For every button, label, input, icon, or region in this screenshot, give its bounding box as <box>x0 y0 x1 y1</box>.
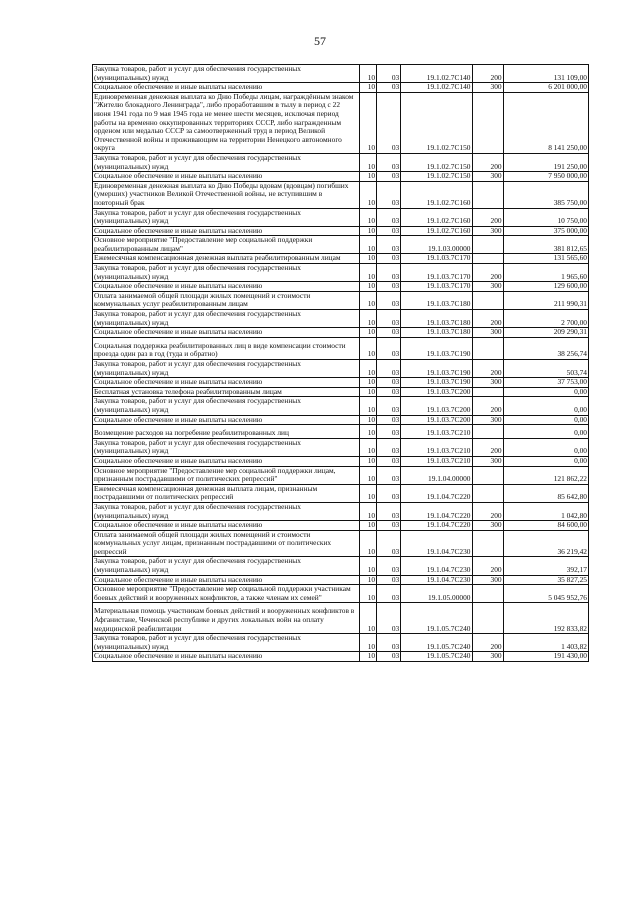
amount-cell: 191 430,00 <box>503 652 588 662</box>
table-row <box>93 92 589 153</box>
table-row <box>93 466 589 484</box>
table-row <box>93 378 589 388</box>
section-code-cell: 10 <box>360 282 377 292</box>
amount-cell: 209 290,31 <box>503 328 588 338</box>
amount-cell: 129 600,00 <box>503 282 588 292</box>
row-name-cell: Социальное обеспечение и иные выплаты населению <box>93 378 360 388</box>
table-row <box>93 282 589 292</box>
target-article-cell: 19.1.05.7С240 <box>401 652 472 662</box>
row-name-cell: Бесплатная установка телефона реабилитированным лицам <box>93 387 360 397</box>
expense-type-cell <box>472 530 503 557</box>
table-row <box>93 425 589 439</box>
subsection-code-cell: 03 <box>377 172 401 182</box>
table-row <box>93 530 589 557</box>
amount-cell: 191 250,00 <box>503 153 588 171</box>
amount-cell: 10 750,00 <box>503 208 588 226</box>
page-number: 57 <box>314 34 326 48</box>
table-row <box>93 634 589 652</box>
subsection-code-cell: 03 <box>377 557 401 575</box>
row-name-cell: Закупка товаров, работ и услуг для обеспечения государственных (муниципальных) нужд <box>93 264 360 282</box>
section-code-cell: 10 <box>360 181 377 208</box>
section-code-cell: 10 <box>360 466 377 484</box>
table-row <box>93 65 589 83</box>
expense-type-cell: 200 <box>472 438 503 456</box>
expense-type-cell: 200 <box>472 264 503 282</box>
section-code-cell: 10 <box>360 208 377 226</box>
amount-cell: 375 000,00 <box>503 226 588 236</box>
row-name-cell: Основное мероприятие "Предоставление мер социальной поддержки реабилитированным лицам" <box>93 236 360 254</box>
table-row <box>93 181 589 208</box>
target-article-cell: 19.1.02.7С150 <box>401 172 472 182</box>
section-code-cell: 10 <box>360 291 377 309</box>
table-row <box>93 585 589 603</box>
expense-type-cell <box>472 603 503 634</box>
subsection-code-cell: 03 <box>377 226 401 236</box>
table-row <box>93 603 589 634</box>
subsection-code-cell: 03 <box>377 530 401 557</box>
amount-cell: 6 201 000,00 <box>503 83 588 93</box>
section-code-cell: 10 <box>360 521 377 531</box>
target-article-cell: 19.1.02.7С150 <box>401 153 472 171</box>
expense-type-cell <box>472 466 503 484</box>
section-code-cell: 10 <box>360 328 377 338</box>
expense-type-cell: 300 <box>472 282 503 292</box>
target-article-cell: 19.1.03.7С170 <box>401 264 472 282</box>
row-name-cell: Оплата занимаемой общей площади жилых помещений и стоимости коммунальных услуг лицам, признанным пострадавшими от политических репрессий <box>93 530 360 557</box>
amount-cell: 131 565,60 <box>503 254 588 264</box>
amount-cell: 35 827,25 <box>503 575 588 585</box>
amount-cell: 0,00 <box>503 415 588 425</box>
subsection-code-cell: 03 <box>377 282 401 292</box>
row-name-cell: Закупка товаров, работ и услуг для обеспечения государственных (муниципальных) нужд <box>93 438 360 456</box>
row-name-cell: Социальное обеспечение и иные выплаты населению <box>93 226 360 236</box>
amount-cell: 5 045 952,76 <box>503 585 588 603</box>
section-code-cell: 10 <box>360 236 377 254</box>
amount-cell: 0,00 <box>503 438 588 456</box>
target-article-cell: 19.1.03.7С210 <box>401 425 472 439</box>
row-name-cell: Закупка товаров, работ и услуг для обеспечения государственных (муниципальных) нужд <box>93 153 360 171</box>
section-code-cell: 10 <box>360 530 377 557</box>
target-article-cell: 19.1.03.7С190 <box>401 337 472 359</box>
amount-cell: 84 600,00 <box>503 521 588 531</box>
table-row <box>93 254 589 264</box>
target-article-cell: 19.1.02.7С140 <box>401 83 472 93</box>
section-code-cell: 10 <box>360 65 377 83</box>
expense-type-cell <box>472 181 503 208</box>
amount-cell: 0,00 <box>503 425 588 439</box>
section-code-cell: 10 <box>360 397 377 415</box>
table-row <box>93 397 589 415</box>
table-row <box>93 456 589 466</box>
amount-cell: 503,74 <box>503 360 588 378</box>
subsection-code-cell: 03 <box>377 456 401 466</box>
target-article-cell: 19.1.04.7С220 <box>401 484 472 502</box>
target-article-cell: 19.1.03.7С170 <box>401 282 472 292</box>
amount-cell: 1 042,80 <box>503 502 588 520</box>
row-name-cell: Ежемесячная компенсационная денежная выплата лицам, признанным пострадавшими от политических репрессий <box>93 484 360 502</box>
expense-type-cell: 300 <box>472 652 503 662</box>
expense-type-cell: 300 <box>472 226 503 236</box>
section-code-cell: 10 <box>360 502 377 520</box>
amount-cell: 0,00 <box>503 456 588 466</box>
expense-type-cell: 200 <box>472 360 503 378</box>
target-article-cell: 19.1.03.7С200 <box>401 397 472 415</box>
expense-type-cell <box>472 585 503 603</box>
target-article-cell: 19.1.04.00000 <box>401 466 472 484</box>
target-article-cell: 19.1.03.7С180 <box>401 328 472 338</box>
expense-type-cell <box>472 92 503 153</box>
table-row <box>93 438 589 456</box>
target-article-cell: 19.1.03.7С190 <box>401 378 472 388</box>
subsection-code-cell: 03 <box>377 634 401 652</box>
table-row <box>93 226 589 236</box>
row-name-cell: Закупка товаров, работ и услуг для обеспечения государственных (муниципальных) нужд <box>93 397 360 415</box>
target-article-cell: 19.1.04.7С220 <box>401 502 472 520</box>
expense-type-cell: 300 <box>472 378 503 388</box>
row-name-cell: Единовременная денежная выплата ко Дню Победы вдовам (вдовцам) погибших (умерших) участников Великой Отечественной войны, не вступившим в повторный брак <box>93 181 360 208</box>
budget-table <box>92 64 589 662</box>
expense-type-cell: 300 <box>472 575 503 585</box>
section-code-cell: 10 <box>360 603 377 634</box>
subsection-code-cell: 03 <box>377 425 401 439</box>
section-code-cell: 10 <box>360 254 377 264</box>
amount-cell: 8 141 250,00 <box>503 92 588 153</box>
row-name-cell: Социальное обеспечение и иные выплаты населению <box>93 172 360 182</box>
section-code-cell: 10 <box>360 425 377 439</box>
amount-cell: 385 750,00 <box>503 181 588 208</box>
section-code-cell: 10 <box>360 264 377 282</box>
expense-type-cell <box>472 236 503 254</box>
subsection-code-cell: 03 <box>377 83 401 93</box>
target-article-cell: 19.1.03.7С170 <box>401 254 472 264</box>
budget-table-body <box>93 65 589 662</box>
subsection-code-cell: 03 <box>377 466 401 484</box>
row-name-cell: Закупка товаров, работ и услуг для обеспечения государственных (муниципальных) нужд <box>93 310 360 328</box>
subsection-code-cell: 03 <box>377 92 401 153</box>
section-code-cell: 10 <box>360 585 377 603</box>
target-article-cell: 19.1.02.7С160 <box>401 208 472 226</box>
subsection-code-cell: 03 <box>377 502 401 520</box>
subsection-code-cell: 03 <box>377 153 401 171</box>
amount-cell: 0,00 <box>503 397 588 415</box>
section-code-cell: 10 <box>360 557 377 575</box>
table-row <box>93 652 589 662</box>
expense-type-cell <box>472 291 503 309</box>
row-name-cell: Социальная поддержка реабилитированных лиц в виде компенсации стоимости проезда один раз в год (туда и обратно) <box>93 337 360 359</box>
expense-type-cell <box>472 337 503 359</box>
subsection-code-cell: 03 <box>377 378 401 388</box>
expense-type-cell: 200 <box>472 397 503 415</box>
amount-cell: 392,17 <box>503 557 588 575</box>
target-article-cell: 19.1.05.7С240 <box>401 603 472 634</box>
amount-cell: 0,00 <box>503 387 588 397</box>
target-article-cell: 19.1.02.7С150 <box>401 92 472 153</box>
section-code-cell: 10 <box>360 360 377 378</box>
table-row <box>93 208 589 226</box>
subsection-code-cell: 03 <box>377 310 401 328</box>
row-name-cell: Закупка товаров, работ и услуг для обеспечения государственных (муниципальных) нужд <box>93 502 360 520</box>
subsection-code-cell: 03 <box>377 360 401 378</box>
row-name-cell: Основное мероприятие "Предоставление мер социальной поддержки лицам, признанным пострадавшими от политических репрессий" <box>93 466 360 484</box>
subsection-code-cell: 03 <box>377 585 401 603</box>
table-row <box>93 236 589 254</box>
amount-cell: 38 256,74 <box>503 337 588 359</box>
table-row <box>93 521 589 531</box>
row-name-cell: Социальное обеспечение и иные выплаты населению <box>93 521 360 531</box>
target-article-cell: 19.1.02.7С160 <box>401 181 472 208</box>
amount-cell: 121 862,22 <box>503 466 588 484</box>
subsection-code-cell: 03 <box>377 328 401 338</box>
table-row <box>93 387 589 397</box>
expense-type-cell: 200 <box>472 208 503 226</box>
subsection-code-cell: 03 <box>377 397 401 415</box>
expense-type-cell: 200 <box>472 310 503 328</box>
target-article-cell: 19.1.04.7С220 <box>401 521 472 531</box>
expense-type-cell: 200 <box>472 557 503 575</box>
subsection-code-cell: 03 <box>377 603 401 634</box>
subsection-code-cell: 03 <box>377 652 401 662</box>
target-article-cell: 19.1.03.7С200 <box>401 415 472 425</box>
row-name-cell: Социальное обеспечение и иные выплаты населению <box>93 575 360 585</box>
section-code-cell: 10 <box>360 310 377 328</box>
expense-type-cell: 300 <box>472 415 503 425</box>
target-article-cell: 19.1.02.7С160 <box>401 226 472 236</box>
row-name-cell: Социальное обеспечение и иные выплаты населению <box>93 83 360 93</box>
section-code-cell: 10 <box>360 438 377 456</box>
amount-cell: 381 812,65 <box>503 236 588 254</box>
target-article-cell: 19.1.05.00000 <box>401 585 472 603</box>
amount-cell: 36 219,42 <box>503 530 588 557</box>
table-row <box>93 415 589 425</box>
table-row <box>93 502 589 520</box>
target-article-cell: 19.1.02.7С140 <box>401 65 472 83</box>
target-article-cell: 19.1.04.7С230 <box>401 575 472 585</box>
row-name-cell: Социальное обеспечение и иные выплаты населению <box>93 652 360 662</box>
section-code-cell: 10 <box>360 172 377 182</box>
subsection-code-cell: 03 <box>377 264 401 282</box>
target-article-cell: 19.1.04.7С230 <box>401 530 472 557</box>
target-article-cell: 19.1.03.7С200 <box>401 387 472 397</box>
expense-type-cell: 300 <box>472 328 503 338</box>
section-code-cell: 10 <box>360 92 377 153</box>
subsection-code-cell: 03 <box>377 438 401 456</box>
amount-cell: 1 403,82 <box>503 634 588 652</box>
table-row <box>93 153 589 171</box>
section-code-cell: 10 <box>360 652 377 662</box>
section-code-cell: 10 <box>360 484 377 502</box>
table-row <box>93 83 589 93</box>
expense-type-cell: 200 <box>472 65 503 83</box>
subsection-code-cell: 03 <box>377 575 401 585</box>
row-name-cell: Закупка товаров, работ и услуг для обеспечения государственных (муниципальных) нужд <box>93 208 360 226</box>
subsection-code-cell: 03 <box>377 415 401 425</box>
row-name-cell: Социальное обеспечение и иные выплаты населению <box>93 282 360 292</box>
amount-cell: 2 700,00 <box>503 310 588 328</box>
expense-type-cell: 300 <box>472 172 503 182</box>
row-name-cell: Материальная помощь участникам боевых действий и вооруженных конфликтов в Афганистане, Чеченской республике и других локальных войн на оплату медицинской реабилитации <box>93 603 360 634</box>
row-name-cell: Возмещение расходов на погребение реабилитированных лиц <box>93 425 360 439</box>
section-code-cell: 10 <box>360 456 377 466</box>
table-row <box>93 337 589 359</box>
target-article-cell: 19.1.05.7С240 <box>401 634 472 652</box>
section-code-cell: 10 <box>360 387 377 397</box>
subsection-code-cell: 03 <box>377 521 401 531</box>
target-article-cell: 19.1.04.7С230 <box>401 557 472 575</box>
table-row <box>93 328 589 338</box>
amount-cell: 85 642,80 <box>503 484 588 502</box>
target-article-cell: 19.1.03.7С210 <box>401 456 472 466</box>
row-name-cell: Закупка товаров, работ и услуг для обеспечения государственных (муниципальных) нужд <box>93 557 360 575</box>
target-article-cell: 19.1.03.7С180 <box>401 291 472 309</box>
expense-type-cell <box>472 254 503 264</box>
target-article-cell: 19.1.03.7С190 <box>401 360 472 378</box>
row-name-cell: Оплата занимаемой общей площади жилых помещений и стоимости коммунальных услуг реабилитированным лицам <box>93 291 360 309</box>
amount-cell: 1 965,60 <box>503 264 588 282</box>
subsection-code-cell: 03 <box>377 181 401 208</box>
subsection-code-cell: 03 <box>377 236 401 254</box>
subsection-code-cell: 03 <box>377 291 401 309</box>
subsection-code-cell: 03 <box>377 337 401 359</box>
target-article-cell: 19.1.03.00000 <box>401 236 472 254</box>
table-row <box>93 575 589 585</box>
row-name-cell: Закупка товаров, работ и услуг для обеспечения государственных (муниципальных) нужд <box>93 634 360 652</box>
amount-cell: 211 990,31 <box>503 291 588 309</box>
section-code-cell: 10 <box>360 337 377 359</box>
section-code-cell: 10 <box>360 415 377 425</box>
row-name-cell: Ежемесячная компенсационная денежная выплата реабилитированным лицам <box>93 254 360 264</box>
table-row <box>93 360 589 378</box>
table-row <box>93 557 589 575</box>
row-name-cell: Социальное обеспечение и иные выплаты населению <box>93 415 360 425</box>
section-code-cell: 10 <box>360 575 377 585</box>
expense-type-cell: 300 <box>472 521 503 531</box>
table-row <box>93 264 589 282</box>
expense-type-cell: 200 <box>472 502 503 520</box>
section-code-cell: 10 <box>360 378 377 388</box>
subsection-code-cell: 03 <box>377 208 401 226</box>
section-code-cell: 10 <box>360 83 377 93</box>
expense-type-cell: 200 <box>472 153 503 171</box>
row-name-cell: Единовременная денежная выплата ко Дню Победы лицам, награждённым знаком "Жителю блокадного Ленинграда", либо проработавшим в тылу в период с 22 июня 1941 года по 9 мая 1945 года не менее шести месяцев, исключая период работы на временно оккупированных территориях СССР, либо награжденным орденом или медалью СССР за самоотверженный труд в период Великой Отечественной войны и проживающим на территории Ненецкого автономного округа <box>93 92 360 153</box>
section-code-cell: 10 <box>360 634 377 652</box>
subsection-code-cell: 03 <box>377 254 401 264</box>
expense-type-cell: 300 <box>472 83 503 93</box>
table-row <box>93 310 589 328</box>
subsection-code-cell: 03 <box>377 484 401 502</box>
table-row <box>93 291 589 309</box>
amount-cell: 7 950 000,00 <box>503 172 588 182</box>
row-name-cell: Основное мероприятие "Предоставление мер социальной поддержки участникам боевых действий и вооруженных конфликтов, а также членам их семей" <box>93 585 360 603</box>
row-name-cell: Социальное обеспечение и иные выплаты населению <box>93 328 360 338</box>
section-code-cell: 10 <box>360 153 377 171</box>
subsection-code-cell: 03 <box>377 65 401 83</box>
row-name-cell: Закупка товаров, работ и услуг для обеспечения государственных (муниципальных) нужд <box>93 65 360 83</box>
table-row <box>93 172 589 182</box>
expense-type-cell <box>472 387 503 397</box>
target-article-cell: 19.1.03.7С180 <box>401 310 472 328</box>
expense-type-cell: 300 <box>472 456 503 466</box>
expense-type-cell: 200 <box>472 634 503 652</box>
amount-cell: 192 833,82 <box>503 603 588 634</box>
section-code-cell: 10 <box>360 226 377 236</box>
table-row <box>93 484 589 502</box>
amount-cell: 131 109,00 <box>503 65 588 83</box>
amount-cell: 37 753,00 <box>503 378 588 388</box>
row-name-cell: Закупка товаров, работ и услуг для обеспечения государственных (муниципальных) нужд <box>93 360 360 378</box>
row-name-cell: Социальное обеспечение и иные выплаты населению <box>93 456 360 466</box>
target-article-cell: 19.1.03.7С210 <box>401 438 472 456</box>
expense-type-cell <box>472 484 503 502</box>
expense-type-cell <box>472 425 503 439</box>
subsection-code-cell: 03 <box>377 387 401 397</box>
